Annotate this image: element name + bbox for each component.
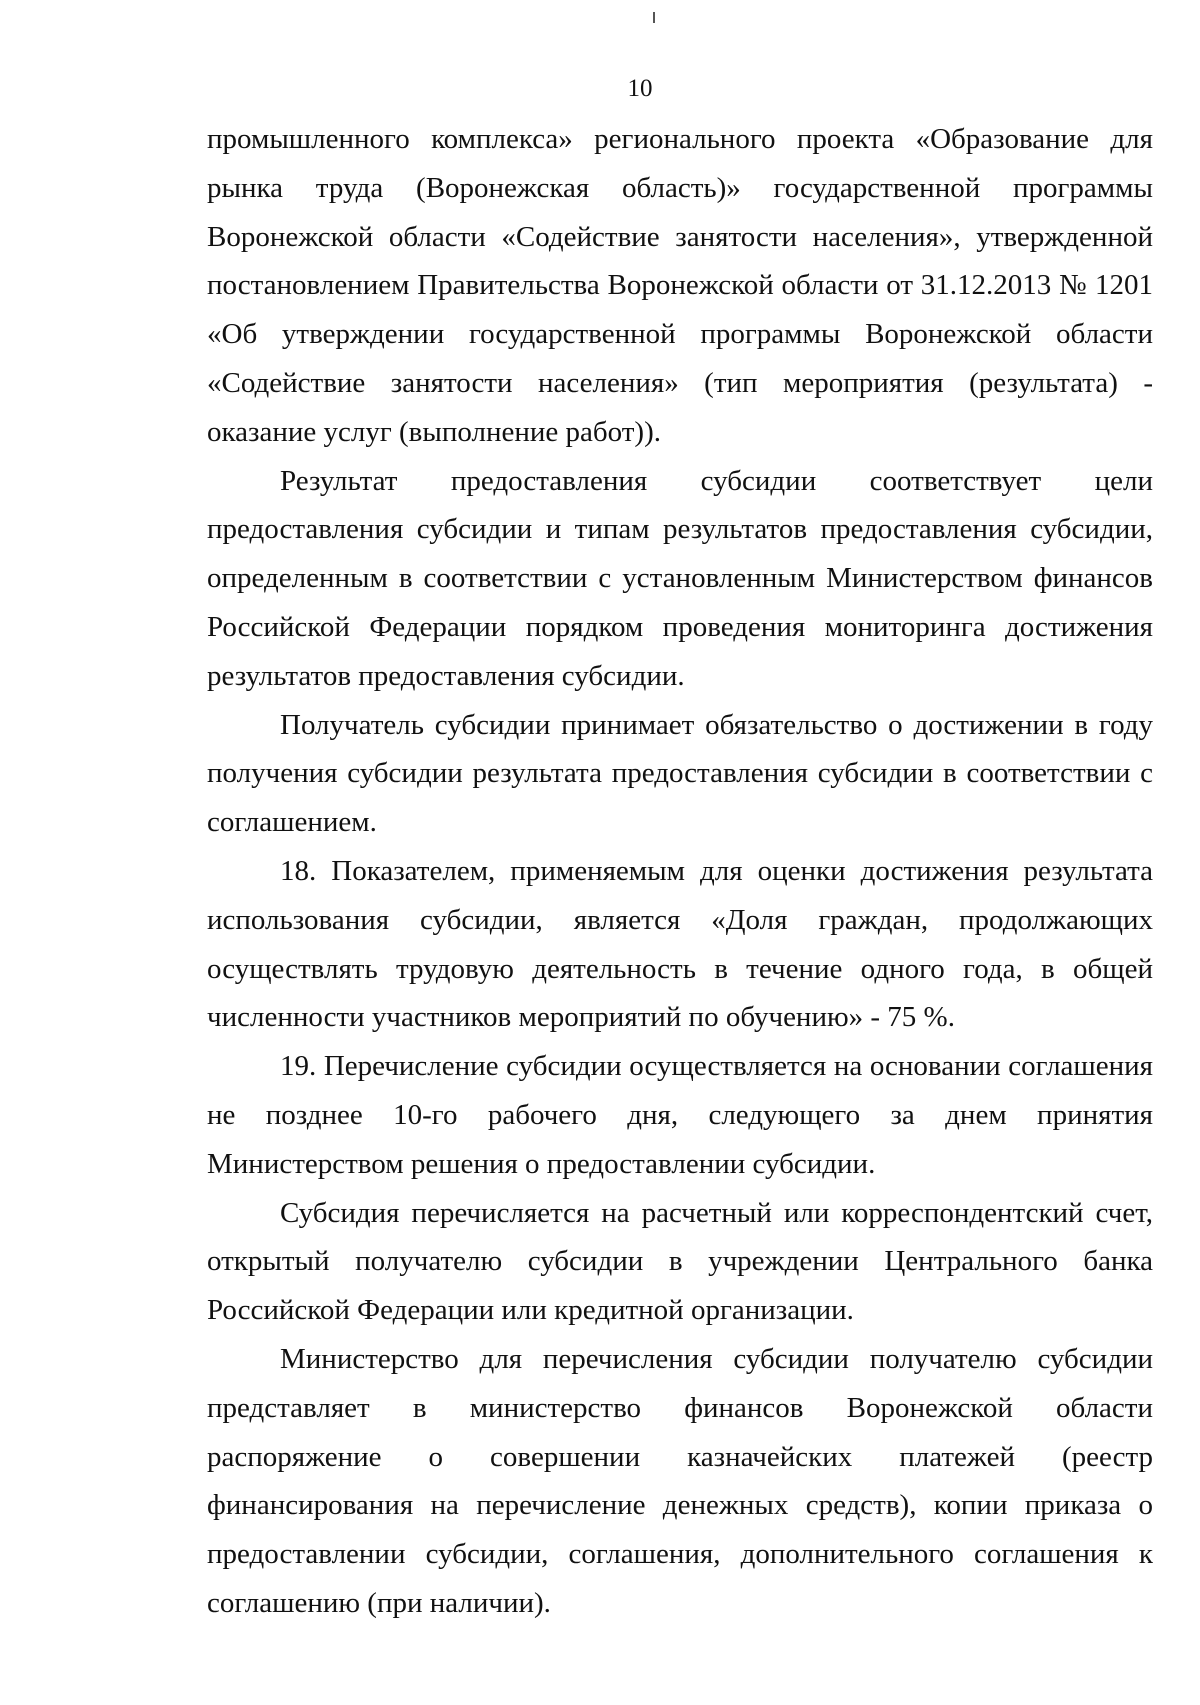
page-number: 10 (627, 75, 653, 102)
paragraph-ministry-documents: Министерство для перечисления субсидии получателю субсидии представляет в министерство финансов Воронежской области распоряжение о совершении казначейских платежей (реестр финансирования на перечисление денежных средств), копии приказа о предоставлении субсидии, соглашения, дополнительного соглашения к соглашению (при наличии). (207, 1342, 1153, 1619)
paragraph-recipient-obligation: Получатель субсидии принимает обязательство о достижении в году получения субсидии результата предоставления субсидии в соответствии с соглашением. (207, 708, 1153, 839)
paragraph-item-18-indicator: 18. Показателем, применяемым для оценки достижения результата использования субсидии, является «Доля граждан, продолжающих осуществлять трудовую деятельность в течение одного года, в общей численности участников мероприятий по обучению» - 75 %. (207, 854, 1153, 1034)
document-body (207, 115, 1153, 1628)
paragraph-account-transfer: Субсидия перечисляется на расчетный или корреспондентский счет, открытый получателю субсидии в учреждении Центрального банка Российской Федерации или кредитной организации. (207, 1196, 1153, 1327)
paragraph-program-reference: промышленного комплекса» регионального проекта «Образование для рынка труда (Воронежская область)» государственной программы Воронежской области «Содействие занятости населения», утвержденной постановлением Правительства Воронежской области от 31.12.2013 № 1201 «Об утверждении государственной программы Воронежской области «Содействие занятости населения» (тип мероприятия (результата) - оказание услуг (выполнение работ)). (207, 123, 1153, 448)
paragraph-item-19-transfer: 19. Перечисление субсидии осуществляется на основании соглашения не позднее 10-го рабочего дня, следующего за днем принятия Министерством решения о предоставлении субсидии. (207, 1050, 1153, 1180)
paragraph-result-conformity: Результат предоставления субсидии соответствует цели предоставления субсидии и типам результатов предоставления субсидии, определенным в соответствии с установленным Министерством финансов Российской Федерации порядком проведения мониторинга достижения результатов предоставления субсидии. (207, 464, 1153, 692)
scan-artifact-top (653, 12, 655, 23)
